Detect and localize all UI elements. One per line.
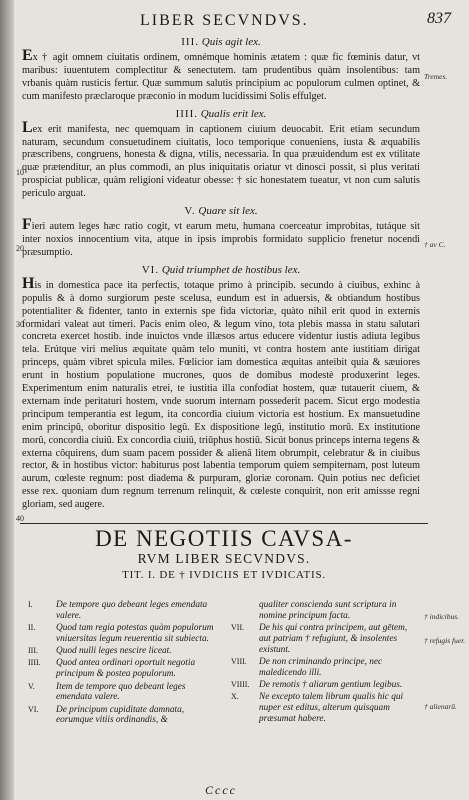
margin-note: Tremes. xyxy=(424,72,448,81)
paragraph xyxy=(22,274,420,512)
title-label: TIT. I. DE † IVDICIIS ET IVDICATIS. xyxy=(122,569,326,581)
section-heading xyxy=(22,205,420,218)
index-entry xyxy=(225,692,420,724)
entry-number: VI. xyxy=(28,704,39,714)
section-number: III. xyxy=(181,36,200,48)
section-heading xyxy=(22,108,420,121)
entry-text: De his qui contra principem, aut gētem, aut patriam † refugiunt, & insolentes existunt. xyxy=(259,623,408,655)
index-entry xyxy=(22,623,217,645)
index-entry xyxy=(22,682,217,704)
book-gutter xyxy=(0,0,14,800)
entry-number: V. xyxy=(28,681,35,691)
entry-number: I. xyxy=(28,600,33,609)
entry-number: II. xyxy=(28,623,36,633)
paragraph xyxy=(22,216,420,260)
entry-number: VIIII. xyxy=(231,680,250,690)
paragraph-text: ieri autem leges hæc ratio cogit, vt earum metu, humana coerceatur improbitas, tutáque sit inter noxios innocentium vita, atque in ipsis improbis formidato supplicio frenetur nocendi præsumptio. xyxy=(22,221,420,258)
book-title-block xyxy=(20,527,428,583)
line-number: 10 xyxy=(16,168,24,177)
section-title: Quis agit lex. xyxy=(201,36,261,48)
section-heading xyxy=(22,36,420,49)
line-number: 20 xyxy=(16,244,24,253)
section-title: Qualis erit lex. xyxy=(200,107,267,120)
index-entry xyxy=(22,600,217,622)
entry-text: Quod antea ordinari oportuit negotia principum & postea populorum. xyxy=(56,658,196,680)
section-title: Quid triumphet de hostibus lex. xyxy=(161,263,301,276)
page-header xyxy=(20,10,451,34)
index-entry xyxy=(22,658,217,680)
margin-note: † alienarū. xyxy=(424,702,457,711)
section-heading xyxy=(22,264,420,277)
entry-number: X. xyxy=(231,692,239,702)
entry-text: De principum cupiditate damnata, eorumque vitiis ordinandis, & xyxy=(56,704,185,726)
index-entry xyxy=(225,680,420,691)
initial-letter: E xyxy=(22,47,33,64)
entry-number: VII. xyxy=(231,623,245,633)
index-entry xyxy=(225,600,420,622)
entry-text: Quod tam regia potestas quàm populorum vniuersitas legum reuerentia sit subiecta. xyxy=(56,623,214,644)
margin-note: † refugis fuer. xyxy=(424,636,466,645)
signature-catchword: Cccc xyxy=(205,783,237,797)
initial-letter: L xyxy=(22,118,33,136)
paragraph-text: is in domestica pace ita perfectis, totaque primo à principib. secundo à ciuibus, exhinc à populis & à domo surgiorum peste scelusa, eundum est in aduersis, & obtiandum hostibus potentialiter & fidenter, tanto in externis spe fida victoriæ, quàto nihil erit quod in externis formidari valeat aut timeri. Pacis enim oleo, & legum vino, tota plebis massa in statu salutari concreta exercet hostib. inde inuictos vnde illæsos artus educere videntur iustis adiuta legibus tela. Erútque viri melius æquitate quàm telo muniti, vt contra hostem ante iustitiam dirigat princeps, quàm vibret spicula miles. Fœlicior iam domestica æquitas anteibit quia & sæuiores erunt in hostium populatione mucrones, quos de domibus modestè produxerint leges. Experimentum enim naturalis etrei, te iustitia illa confodiat hostem, quæ tutauerit ciuem, & externam inde peritaturi hostem, vnde suorum internam possederit pacem. Sicut ergo modestia principum temperantia est legum, ita concordia ciuium victoria est hostium. Ex mansuetudine enim principû, oboritur dispositio legû. Ex dispositione legû, institutio morû. Ex institutione morû, concordia ciuiû. Ex concordia ciuiû, triūphus hostiû. Sicút bonus princeps interna tegens & externa côquirens, dum suam pacem possider & alienâ litem obrumpit, celebratur & in ciuibus rector, & in hostibus victor: habiturus post labentia temporum quiem sempiternam, post luteum aurum, cœleste regnum: post diadema & purpuram, gloriæ coronam. Quin potius nec deficiet esse rex. quoniam dum regnum terrenum relinquit, & cœleste conquirit, non erit amissse regni gloriam, sed augere. xyxy=(22,279,420,511)
entry-text: De remotis † aliarum gentium legibus. xyxy=(259,680,403,691)
index-entry xyxy=(22,705,217,727)
margin-note: † av C. xyxy=(424,240,446,249)
paragraph xyxy=(22,118,420,201)
section-number: IIII. xyxy=(175,107,198,120)
entry-text: Quod nulli leges nescire liceat. xyxy=(56,646,172,657)
entry-number: VIII. xyxy=(231,656,247,666)
paragraph-text: x † agit omnem ciuitatis ordinem, omnémque hominis ætatem : quæ fic fœminis datur, vt maribus: iuuentutem complectitur & senectutem. tam prudentibus quàm insolentibus: tam vrbanis quàm rusticis fertur. Quæ summum salutis principium ac populorum culmen optinet, & cum manifesto præclaroque præconio in modum lucidissimi Solis effulget. xyxy=(22,52,420,102)
line-number: 30 xyxy=(16,320,24,329)
section-number: V. xyxy=(184,205,196,218)
initial-letter: H xyxy=(22,274,35,292)
paragraph xyxy=(22,47,420,104)
margin-note: † indicibus. xyxy=(424,612,459,621)
entry-text: De tempore quo debeant leges emendata valere. xyxy=(56,600,208,621)
entry-text: qualiter conscienda sunt scriptura in nomine principum facta. xyxy=(259,600,397,621)
entry-number: IIII. xyxy=(28,658,41,668)
index-entry xyxy=(22,646,217,657)
section-number: VI. xyxy=(141,263,160,276)
initial-letter: F xyxy=(22,216,32,234)
line-number: 40 xyxy=(16,514,24,523)
running-head: LIBER SECVNDVS. xyxy=(140,12,309,29)
book-subtitle: RVM LIBER SECVNDVS. xyxy=(137,551,311,566)
index-entry xyxy=(225,657,420,679)
entry-text: De non criminando principe, nec maledicendo illi. xyxy=(259,656,383,678)
text-body xyxy=(22,34,420,512)
index-entry xyxy=(225,623,420,655)
section-title: Quare sit lex. xyxy=(198,205,258,218)
divider xyxy=(20,523,428,524)
index-column-right xyxy=(225,600,420,726)
book-title: DE NEGOTIIS CAVSA- xyxy=(95,526,353,551)
index-column-left xyxy=(22,600,217,728)
paragraph-text: ex erit manifesta, nec quemquam in captionem ciuium deuocabit. Erit etiam secundum naturam, secundum consuetudinem ciuitatis, loco temporique conueniens, iusta & æquabilis præscribens, congruens, honesta & digna, vtilis, necessaria. In qua præuidendum est ex vtilitate quæ prætenditur, an plus commodi, an plus iniquitatis oriatur vt dinosci possit, si plus veritati prospiciat publicæ, quàm religioni videatur obesse: † sic honestatem tueatur, vt non cum salutis periculo arguat. xyxy=(22,123,420,200)
entry-number: III. xyxy=(28,646,38,656)
entry-text: Item de tempore quo debeant leges emendata valere. xyxy=(56,681,186,703)
entry-text: Ne excepto talem librum qualis hic qui nuper est editus, alterum quisquam præsumat habere. xyxy=(259,692,404,724)
folio-number: 837 xyxy=(427,10,451,27)
